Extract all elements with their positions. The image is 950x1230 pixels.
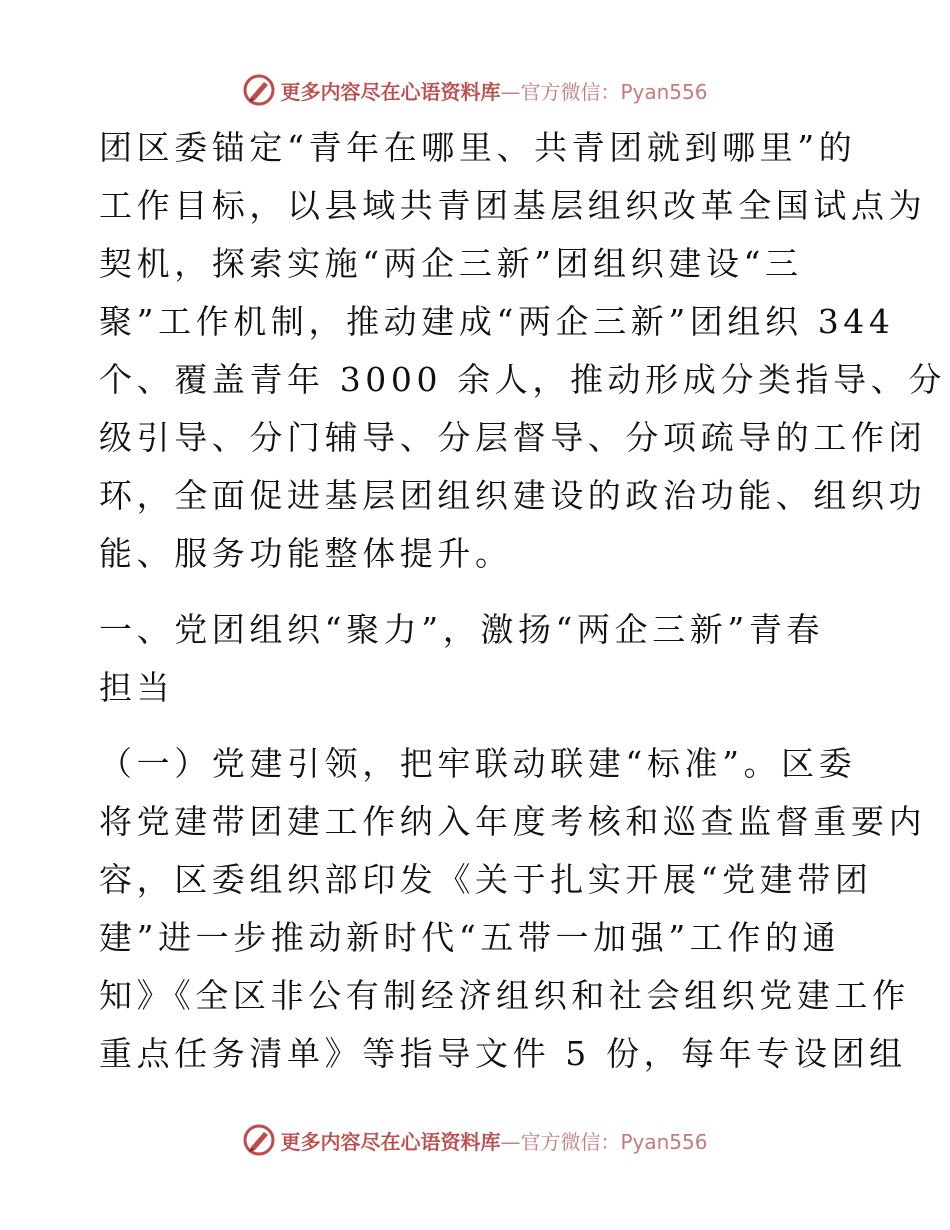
pen-logo-icon <box>242 73 276 107</box>
paragraph-line: 聚”工作机制，推动建成“两企三新”团组织 344 <box>99 302 895 341</box>
paragraph-line: 工作目标，以县域共青团基层组织改革全国试点为 <box>99 186 927 225</box>
paragraph-line: 容，区委组织部印发《关于扎实开展“党建带团 <box>99 860 873 899</box>
footer-watermark-separator: — <box>500 1129 521 1154</box>
heading-line: 担当 <box>99 668 175 707</box>
pen-logo-icon <box>242 1123 276 1157</box>
header-watermark-text <box>280 76 707 105</box>
paragraph-line: 重点任务清单》等指导文件 5 份，每年专设团组 <box>99 1034 907 1073</box>
header-watermark-banner <box>0 70 950 110</box>
footer-watermark-banner <box>0 1120 950 1160</box>
paragraph-line: 能、服务功能整体提升。 <box>99 534 513 573</box>
paragraph-line: 契机，探索实施“两企三新”团组织建设“三 <box>99 244 803 283</box>
paragraph-line: 将党建带团建工作纳入年度考核和巡查监督重要内 <box>99 802 927 841</box>
header-watermark-title: 更多内容尽在心语资料库 <box>280 79 501 104</box>
paragraph-line: 团区委锚定“青年在哪里、共青团就到哪里”的 <box>99 128 857 167</box>
paragraph-line: 环，全面促进基层团组织建设的政治功能、组织功 <box>99 476 927 515</box>
footer-watermark-text <box>280 1126 707 1155</box>
footer-watermark-title: 更多内容尽在心语资料库 <box>280 1129 501 1154</box>
paragraph-line: （一）党建引领，把牢联动联建“标准”。区委 <box>99 744 857 783</box>
paragraph-line: 建”进一步推动新时代“五带一加强”工作的通 <box>99 918 841 957</box>
header-watermark-separator: — <box>500 79 521 104</box>
paragraph-line: 知》《全区非公有制经济组织和社会组织党建工作 <box>99 976 910 1015</box>
heading-line: 一、党团组织“聚力”，激扬“两企三新”青春 <box>99 610 825 649</box>
header-watermark-wechat: 官方微信：Pyan556 <box>520 79 708 104</box>
footer-watermark-wechat: 官方微信：Pyan556 <box>520 1129 708 1154</box>
paragraph-line: 级引导、分门辅导、分层督导、分项疏导的工作闭 <box>99 418 927 457</box>
paragraph-line: 个、覆盖青年 3000 余人，推动形成分类指导、分 <box>99 360 946 399</box>
